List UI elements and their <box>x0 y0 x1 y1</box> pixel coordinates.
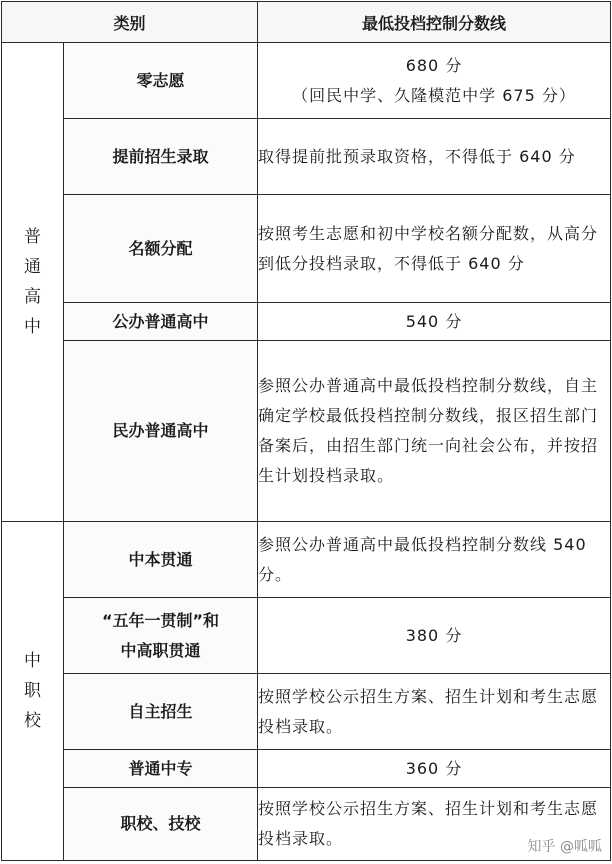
row-value: 380 分 <box>258 598 611 674</box>
row-category: 民办普通高中 <box>64 341 258 522</box>
table-row <box>2 43 611 119</box>
row-category: 职校、技校 <box>64 788 258 861</box>
header-score: 最低投档控制分数线 <box>258 2 611 43</box>
row-category: 提前招生录取 <box>64 119 258 195</box>
row-category: 公办普通高中 <box>64 303 258 341</box>
row-value: 按照学校公示招生方案、招生计划和考生志愿投档录取。 <box>258 674 611 750</box>
admission-score-table <box>1 1 611 861</box>
row-category: “五年一贯制”和 中高职贯通 <box>64 598 258 674</box>
row-value-main: 680 分 <box>405 55 463 75</box>
row-category: 普通中专 <box>64 750 258 788</box>
group-vocational-school: 中 职 校 <box>2 522 64 861</box>
table-row <box>2 750 611 788</box>
table-header-row <box>2 2 611 43</box>
row-category: 零志愿 <box>64 43 258 119</box>
row-value: 360 分 <box>258 750 611 788</box>
table-row <box>2 119 611 195</box>
row-category: 中本贯通 <box>64 522 258 598</box>
table-row <box>2 598 611 674</box>
row-value: 540 分 <box>258 303 611 341</box>
table-row <box>2 522 611 598</box>
table-row <box>2 788 611 861</box>
table-row <box>2 341 611 522</box>
row-value <box>258 43 611 119</box>
row-category: 自主招生 <box>64 674 258 750</box>
row-value-note: （回民中学、久隆模范中学 675 分） <box>292 85 576 105</box>
table-row <box>2 674 611 750</box>
row-value: 参照公办普通高中最低投档控制分数线，自主确定学校最低投档控制分数线，报区招生部门备案后，由招生部门统一向社会公布，并按招生计划投档录取。 <box>258 341 611 522</box>
row-category: 名额分配 <box>64 195 258 303</box>
watermark: 知乎 @呱呱 <box>527 839 602 855</box>
row-value: 取得提前批预录取资格，不得低于 640 分 <box>258 119 611 195</box>
row-value: 按照学校公示招生方案、招生计划和考生志愿投档录取。 <box>258 788 611 861</box>
header-category: 类别 <box>2 2 258 43</box>
table-row <box>2 195 611 303</box>
table-row <box>2 303 611 341</box>
row-value: 参照公办普通高中最低投档控制分数线 540 分。 <box>258 522 611 598</box>
row-value: 按照考生志愿和初中学校名额分配数，从高分到低分投档录取，不得低于 640 分 <box>258 195 611 303</box>
group-general-high-school: 普 通 高 中 <box>2 43 64 522</box>
